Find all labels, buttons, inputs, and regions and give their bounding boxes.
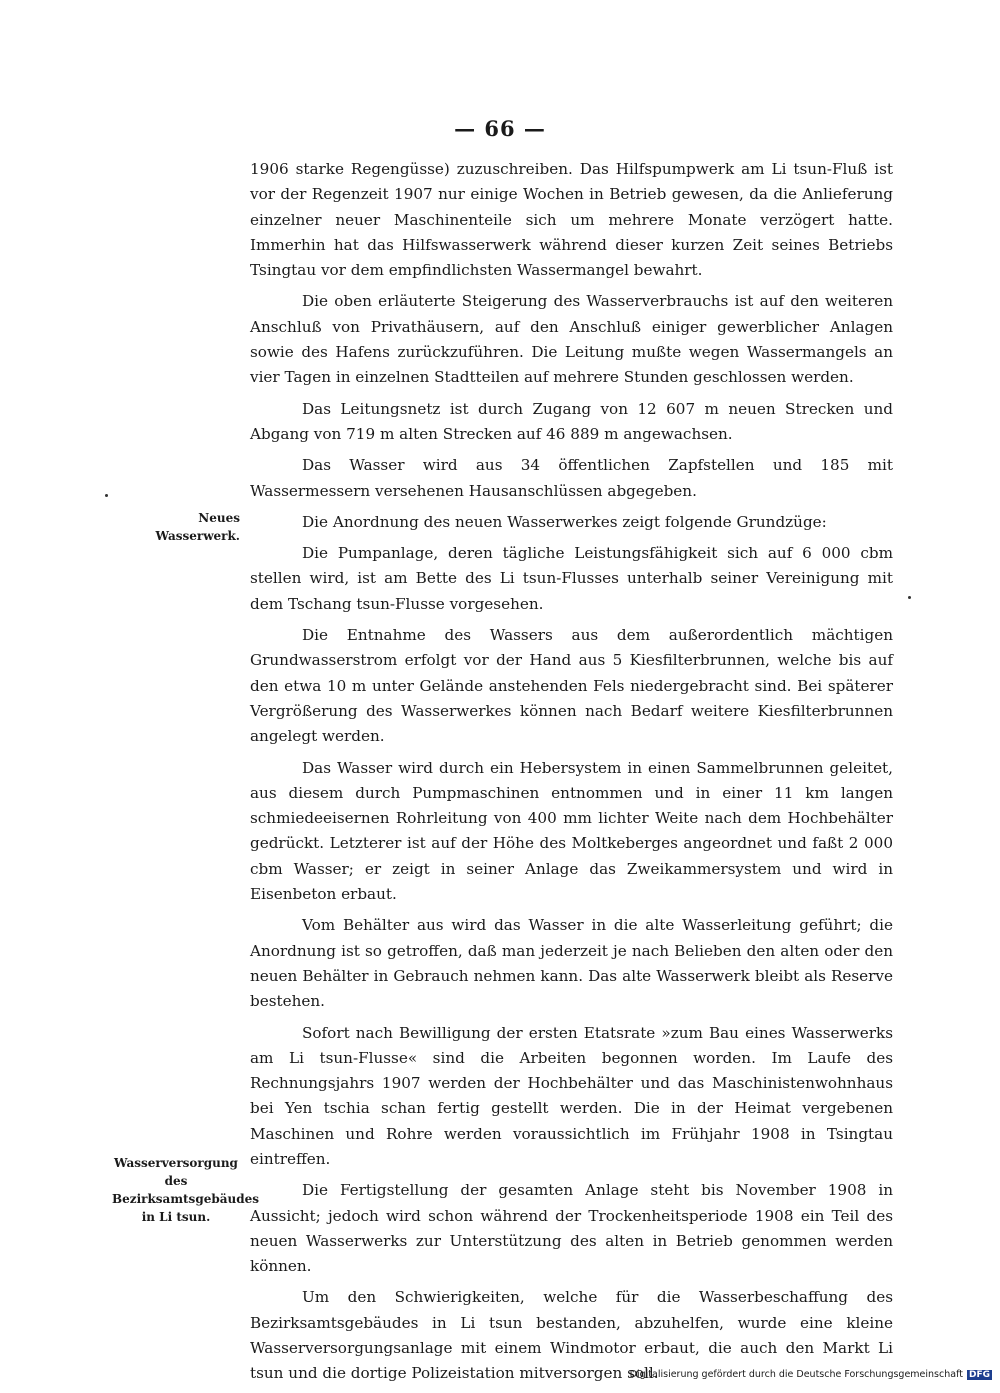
paragraph-9: Vom Behälter aus wird das Wasser in die alte Wasserleitung geführt; die Anordnung ist so getroffen, daß man jederzeit je nach Belieben den alten oder den neuen Behälter in Gebrauch nehmen kann. Das alte Wasserwerk bleibt als Reserve bestehen. xyxy=(250,916,893,1011)
scan-speck xyxy=(908,596,911,599)
footer-credit xyxy=(560,1369,992,1380)
margin-note-line: in Li tsun. xyxy=(141,1210,211,1224)
paragraph-7: Die Entnahme des Wassers aus dem außerordentlich mächtigen Grundwasserstrom erfolgt vor der Hand aus 5 Kiesfilterbrunnen, welche bis auf den etwa 10 m unter Gelände anstehenden Fels niedergebracht sind. Bei späterer Vergrößerung des Wasserwerkes können nach Bedarf weitere Kiesfilterbrunnen angelegt werden. xyxy=(250,626,893,746)
paragraph-11: Die Fertigstellung der gesamten Anlage steht bis November 1908 in Aussicht; jedoch wird schon während der Trockenheitsperiode 1908 ein Teil des neuen Wasserwerks zur Unterstützung des alten in Betrieb genommen werden können. xyxy=(250,1181,893,1276)
footer-text: Digitalisierung gefördert durch die Deutsche Forschungsgemeinschaft xyxy=(629,1369,963,1380)
paragraph-2: Die oben erläuterte Steigerung des Wasserverbrauchs ist auf den weiteren Anschluß von Privathäusern, auf den Anschluß einiger gewerblicher Anlagen sowie des Hafens zurückzuführen. Die Leitung mußte wegen Wassermangels an vier Tagen in einzelnen Stadtteilen auf mehrere Stunden geschlossen werden. xyxy=(250,292,893,387)
paragraph-8: Das Wasser wird durch ein Hebersystem in einen Sammelbrunnen geleitet, aus diesem durch Pumpmaschinen entnommen und in einer 11 km langen schmiedeeisernen Rohrleitung von 400 mm lichter Weite nach dem Hochbehälter gedrückt. Letzterer ist auf der Höhe des Moltkeberges angeordnet und faßt 2 000 cbm Wasser; er zeigt in seiner Anlage das Zweikammersystem und wird in Eisenbeton erbaut. xyxy=(250,758,893,904)
paragraph-10: Sofort nach Bewilligung der ersten Etatsrate »zum Bau eines Wasserwerks am Li tsun-Flusse« sind die Arbeiten begonnen worden. Im Laufe des Rechnungsjahrs 1907 werden der Hochbehälter und das Maschinistenwohnhaus bei Yen tschia schan fertig gestellt werden. Die in der Heimat vergebenen Maschinen und Rohre werden voraussichtlich im Frühjahr 1908 in Tsingtau eintreffen. xyxy=(250,1023,893,1168)
body-text xyxy=(250,157,893,1393)
paragraph-6: Die Pumpanlage, deren tägliche Leistungsfähigkeit sich auf 6 000 cbm stellen wird, ist am Bette des Li tsun-Flusses unterhalb seiner Vereinigung mit dem Tschang tsun-Flusse vorgesehen. xyxy=(250,544,893,613)
scan-speck xyxy=(105,494,108,497)
paragraph-4: Das Wasser wird aus 34 öffentlichen Zapfstellen und 185 mit Wassermessern versehenen Hausanschlüssen abgegeben. xyxy=(250,456,893,500)
margin-note-line: Wasserversorgung des xyxy=(114,1156,238,1188)
paragraph-3: Das Leitungsnetz ist durch Zugang von 12 607 m neuen Strecken und Abgang von 719 m alten Strecken auf 46 889 m angewachsen. xyxy=(250,399,893,443)
margin-note-neues-wasserwerk: Neues Wasserwerk. xyxy=(155,511,240,543)
dfg-logo: DFG xyxy=(968,1369,990,1380)
paragraph-5: Die Anordnung des neuen Wasserwerkes zeigt folgende Grundzüge: xyxy=(302,512,827,531)
paragraph-12: Um den Schwierigkeiten, welche für die Wasserbeschaffung des Bezirksamtsgebäudes in Li tsun bestanden, abzuhelfen, wurde eine kleine Wasserversorgungsanlage mit einem Windmotor erbaut, die auch den Markt Li tsun und die dortige Polizeistation mitversorgen soll. xyxy=(250,1288,893,1383)
margin-note-wasserversorgung xyxy=(112,1154,260,1226)
paragraph-1: 1906 starke Regengüsse) zuzuschreiben. Das Hilfspumpwerk am Li tsun-Fluß ist vor der Regenzeit 1907 nur einige Wochen in Betrieb gewesen, da die Anlieferung einzelner neuer Maschinenteile sich um mehrere Monate verzögert hatte. Immerhin hat das Hilfswasserwerk während dieser kurzen Zeit seines Betriebs Tsingtau vor dem empfindlichsten Wassermangel bewahrt. xyxy=(250,160,893,280)
margin-note-line: Bezirksamtsgebäudes xyxy=(112,1192,260,1206)
page-number: — 66 — xyxy=(454,116,546,141)
